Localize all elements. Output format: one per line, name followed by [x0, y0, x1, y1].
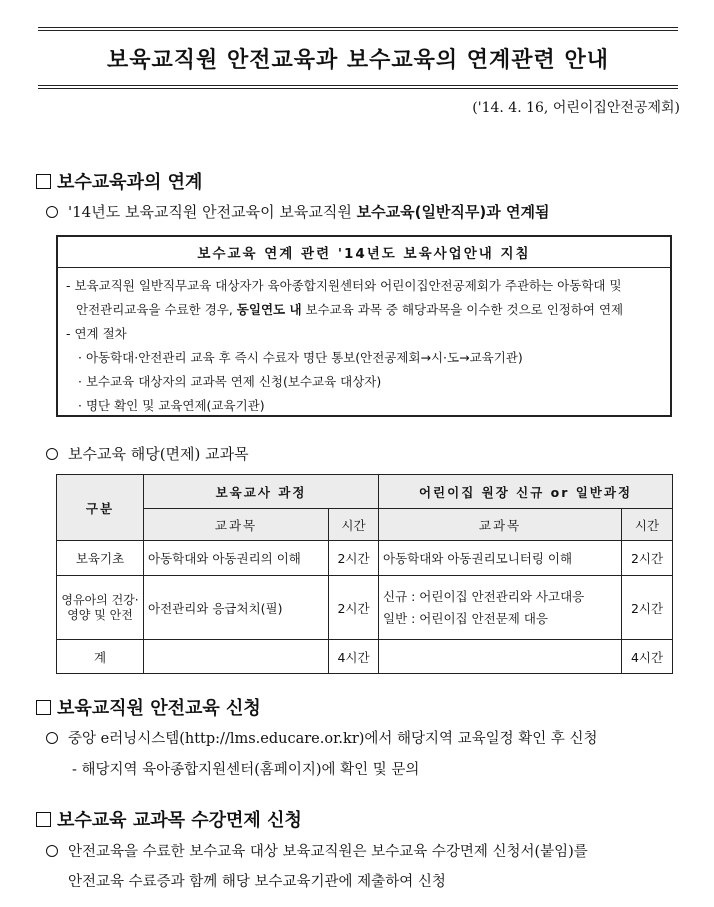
- table-cell-subject2-line1: 신규 : 어린이집 안전관리와 사고대응: [383, 588, 585, 604]
- section1-bullet: [46, 201, 549, 222]
- table-cell-subject2: [379, 640, 622, 674]
- section2-sub: [72, 758, 419, 779]
- table-cell-time2: 4시간: [622, 640, 673, 674]
- section3-bullet-cont: [68, 870, 446, 891]
- section3-bullet-line1: 안전교육을 수료한 보수교육 대상 보육교직원은 보수교육 수강면제 신청서(붙임)를: [68, 844, 588, 860]
- table-cell-category: 보육기초: [57, 541, 144, 576]
- section3-heading: [36, 806, 302, 832]
- guide-line-2-pre: 안전관리교육을 수료한 경우,: [76, 302, 237, 317]
- table-group-1: 보육교사 과정: [144, 475, 379, 509]
- guide-line-2: [66, 298, 662, 322]
- table-subject-label-1: 교과목: [144, 509, 329, 541]
- table-row: [57, 576, 673, 640]
- circle-bullet-icon: [46, 732, 58, 744]
- guide-body: [58, 268, 670, 418]
- square-bullet-icon: [36, 174, 51, 189]
- square-bullet-icon: [36, 812, 51, 827]
- table-subject-label-2: 교과목: [379, 509, 622, 541]
- guide-line-2-bold: 동일연도 내: [236, 302, 302, 317]
- section3-bullet: [46, 840, 588, 861]
- circle-bullet-icon: [46, 206, 58, 218]
- table-row: [57, 640, 673, 674]
- guide-header: 보수교육 연계 관련 '14년도 보육사업안내 지침: [58, 237, 670, 268]
- table-cell-category: 계: [57, 640, 144, 674]
- table-cell-subject1: 아동학대와 아동권리의 이해: [144, 541, 329, 576]
- guide-step-3: · 명단 확인 및 교육연제(교육기관): [78, 398, 265, 413]
- circle-bullet-icon: [46, 448, 58, 460]
- guide-step-2: · 보수교육 대상자의 교과목 연제 신청(보수교육 대상자): [78, 374, 382, 389]
- table-cell-time1: 4시간: [329, 640, 379, 674]
- circle-bullet-icon: [46, 845, 58, 857]
- section1-heading: [36, 168, 202, 194]
- section2-heading: [36, 694, 261, 720]
- section2-sub-text: - 해당지역 육아종합지원센터(홈페이지)에 확인 및 문의: [72, 762, 420, 778]
- table-header-row: [57, 475, 673, 509]
- section1-bullet-bold: 보수교육(일반직무)과 연계됨: [356, 203, 550, 221]
- guide-step-1: · 아동학대·안전관리 교육 후 즉시 수료자 명단 통보(안전공제회→시·도→교육기관): [78, 350, 523, 365]
- section3-heading-text: 보수교육 교과목 수강면제 신청: [57, 810, 302, 831]
- section1-heading-text: 보수교육과의 연계: [57, 172, 203, 193]
- section3-bullet-line2: 안전교육 수료증과 함께 해당 보수교육기관에 제출하여 신청: [68, 874, 446, 890]
- table-cell-subject1: [144, 640, 329, 674]
- section2-bullet: [46, 727, 598, 748]
- table-time-label-2: 시간: [622, 509, 673, 541]
- date-note: ('14. 4. 16, 어린이집안전공제회): [472, 100, 680, 116]
- section2-heading-text: 보육교직원 안전교육 신청: [57, 698, 261, 719]
- table-cell-time1: 2시간: [329, 576, 379, 640]
- table-cell-time1: 2시간: [329, 541, 379, 576]
- table-col-category: 구분: [57, 475, 144, 541]
- section1-bullet2-text: 보수교육 해당(면제) 교과목: [68, 445, 249, 463]
- table-row: [57, 541, 673, 576]
- table-cell-subject2: 아동학대와 아동권리모니터링 이해: [379, 541, 622, 576]
- guide-line-3: - 연계 절차: [66, 326, 127, 341]
- square-bullet-icon: [36, 700, 51, 715]
- guide-box: [56, 235, 672, 417]
- table-cell-subject2-line2: 일반 : 어린이집 안전문제 대응: [383, 610, 549, 626]
- title-box: [38, 27, 678, 89]
- section1-bullet-prefix: '14년도 보육교직원 안전교육이 보육교직원: [68, 203, 357, 221]
- table-cell-category: 영유아의 건강·영양 및 안전: [57, 576, 144, 640]
- table-cell-subject1: 아전관리와 응급처치(필): [144, 576, 329, 640]
- guide-line-2-post: 보수교육 과목 중 해당과목을 이수한 것으로 인정하여 연제: [301, 302, 624, 317]
- table-cell-time2: 2시간: [622, 576, 673, 640]
- table-group-2: 어린이집 원장 신규 or 일반과정: [379, 475, 673, 509]
- table-subheader-row: [57, 509, 673, 541]
- page-title: 보육교직원 안전교육과 보수교육의 연계관련 안내: [107, 47, 609, 73]
- subject-table: [56, 474, 673, 674]
- section2-bullet-text: 중앙 e러닝시스템(http://lms.educare.or.kr)에서 해당지역 교육일정 확인 후 신청: [68, 731, 598, 747]
- section1-bullet2: [46, 443, 249, 464]
- table-cell-subject2: [379, 576, 622, 640]
- table-time-label-1: 시간: [329, 509, 379, 541]
- table-cell-time2: 2시간: [622, 541, 673, 576]
- guide-line-1: - 보육교직원 일반직무교육 대상자가 육아종합지원센터와 어린이집안전공제회가 주관하는 아동학대 및: [66, 278, 622, 293]
